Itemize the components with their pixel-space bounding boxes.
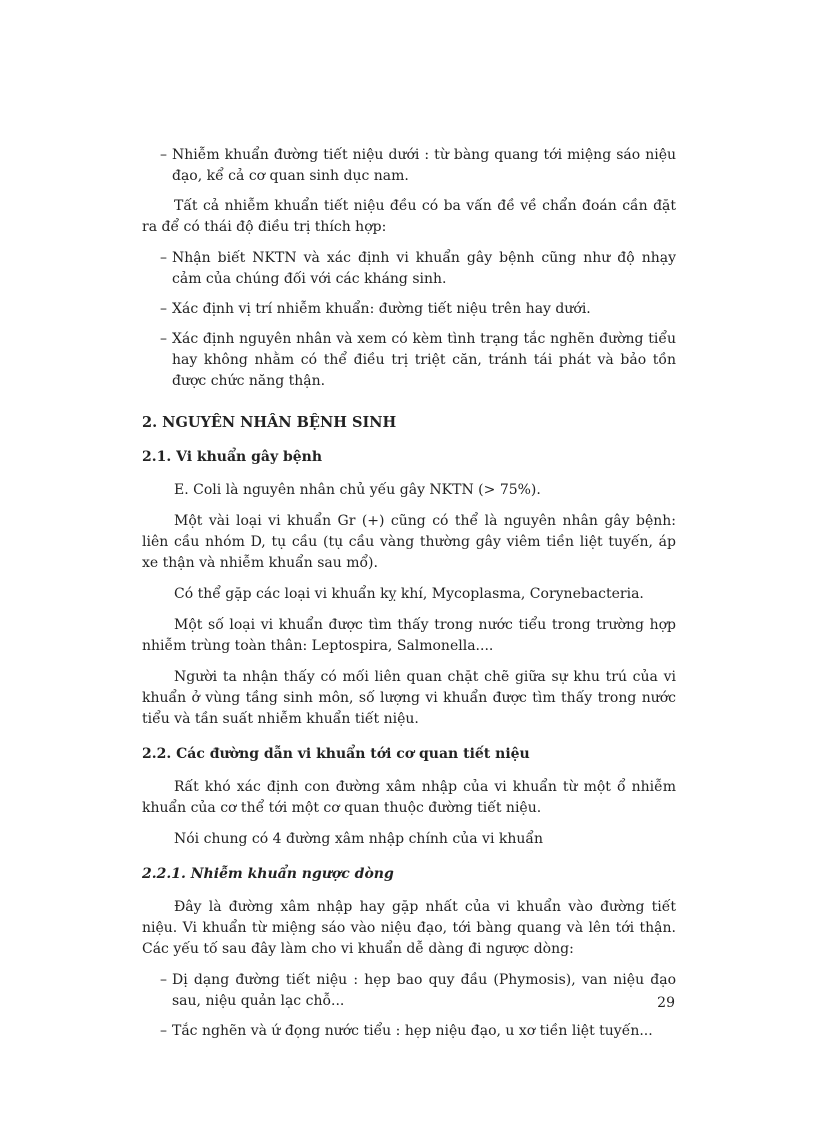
bullet-dash: – (160, 250, 167, 266)
bullet-dash: – (160, 331, 167, 347)
page-number: 29 (657, 995, 675, 1011)
paragraph: Có thể gặp các loại vi khuẩn kỵ khí, Mycoplasma, Corynebacteria. (174, 586, 644, 602)
list-item (142, 299, 676, 320)
bullet-dash: – (160, 301, 167, 317)
list-item-text: Dị dạng đường tiết niệu : hẹp bao quy đầu (Phymosis), van niệu đạo sau, niệu quản lạc chỗ... (172, 972, 676, 1009)
list-item-text: Nhiễm khuẩn đường tiết niệu dưới : từ bàng quang tới miệng sáo niệu đạo, kể cả cơ quan sinh dục nam. (172, 147, 676, 184)
subsection-heading: 2.2. Các đường dẫn vi khuẩn tới cơ quan tiết niệu (142, 746, 530, 762)
list-item-text: Tắc nghẽn và ứ đọng nước tiểu : hẹp niệu đạo, u xơ tiền liệt tuyến... (172, 1023, 653, 1039)
paragraph: Người ta nhận thấy có mối liên quan chặt chẽ giữa sự khu trú của vi khuẩn ở vùng tầng sinh môn, số lượng vi khuẩn được tìm thấy trong nước tiểu và tần suất nhiễm khuẩn tiết niệu. (142, 669, 676, 727)
list-item-text: Xác định nguyên nhân và xem có kèm tình trạng tắc nghẽn đường tiểu hay không nhằm có thể điều trị triệt căn, tránh tái phát và bảo tồn được chức năng thận. (172, 331, 676, 389)
bullet-dash: – (160, 1023, 167, 1039)
paragraph: Rất khó xác định con đường xâm nhập của vi khuẩn từ một ổ nhiễm khuẩn của cơ thể tới một cơ quan thuộc đường tiết niệu. (142, 779, 676, 816)
list-item (142, 145, 676, 187)
paragraph: Một số loại vi khuẩn được tìm thấy trong nước tiểu trong trường hợp nhiễm trùng toàn thân: Leptospira, Salmonella.... (142, 617, 676, 654)
page-content (142, 145, 676, 1051)
bullet-dash: – (160, 147, 167, 163)
paragraph: Một vài loại vi khuẩn Gr (+) cũng có thể là nguyên nhân gây bệnh: liên cầu nhóm D, tụ cầu (tụ cầu vàng thường gây viêm tiền liệt tuyến, áp xe thận và nhiễm khuẩn sau mổ). (142, 513, 676, 571)
subsubsection-heading: 2.2.1. Nhiễm khuẩn ngược dòng (142, 866, 394, 882)
paragraph: Nói chung có 4 đường xâm nhập chính của vi khuẩn (174, 831, 544, 847)
list-item (142, 1021, 676, 1042)
list-item (142, 329, 676, 392)
subsection-heading: 2.1. Vi khuẩn gây bệnh (142, 449, 323, 465)
paragraph: Đây là đường xâm nhập hay gặp nhất của vi khuẩn vào đường tiết niệu. Vi khuẩn từ miệng sáo vào niệu đạo, tới bàng quang và lên tới thận. Các yếu tố sau đây làm cho vi khuẩn dễ dàng đi ngược dòng: (142, 899, 676, 957)
list-item-text: Nhận biết NKTN và xác định vi khuẩn gây bệnh cũng như độ nhạy cảm của chúng đối với các kháng sinh. (172, 250, 676, 287)
list-item (142, 970, 676, 1012)
list-item-text: Xác định vị trí nhiễm khuẩn: đường tiết niệu trên hay dưới. (172, 301, 591, 317)
paragraph: Tất cả nhiễm khuẩn tiết niệu đều có ba vấn đề về chẩn đoán cần đặt ra để có thái độ điều trị thích hợp: (142, 198, 676, 235)
paragraph: E. Coli là nguyên nhân chủ yếu gây NKTN (> 75%). (174, 482, 541, 498)
list-item (142, 248, 676, 290)
section-heading: 2. NGUYÊN NHÂN BỆNH SINH (142, 414, 397, 431)
bullet-dash: – (160, 972, 167, 988)
